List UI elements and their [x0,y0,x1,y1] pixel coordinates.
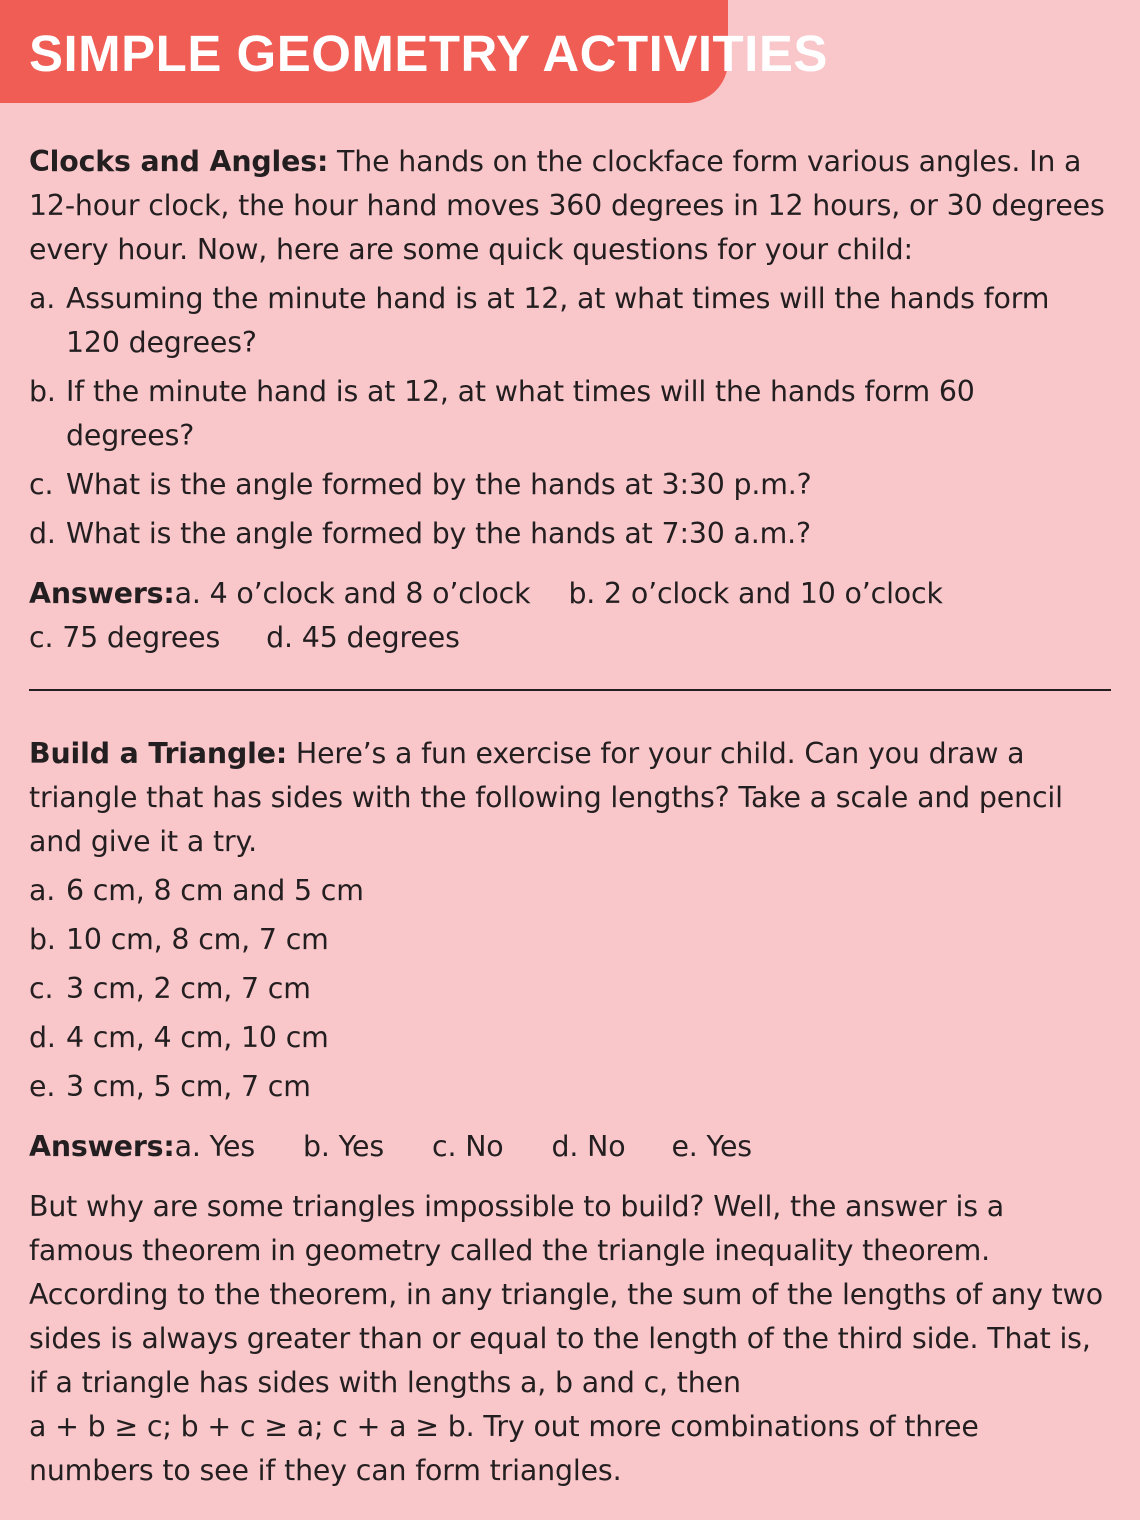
triangle-list [29,869,1111,1109]
clocks-answers [29,572,1111,660]
clocks-question-list [29,277,1111,556]
answer-item: b. 2 o’clock and 10 o’clock [568,577,943,610]
triangle-sides: 3 cm, 5 cm, 7 cm [66,1070,311,1103]
list-marker: e. [29,1070,56,1103]
answers-label: Answers: [29,577,175,610]
answer-item: a. Yes [174,1130,256,1163]
triangle-sides: 3 cm, 2 cm, 7 cm [66,972,311,1005]
list-marker: d. [29,517,56,550]
closing-text: But why are some triangles impossible to build? Well, the answer is a famous theorem in geometry called the triangle inequality theorem. According to the theorem, in any triangle, the sum of the lengths of any two sides is always greater than or equal to the length of the third side. That is, if a triangle has sides with lengths a, b and c, then [29,1190,1103,1399]
list-item [29,370,1111,458]
answer-item: b. Yes [303,1130,385,1163]
section-divider [29,689,1111,691]
triangle-intro [29,732,1111,864]
list-item [29,967,1111,1011]
question-text: What is the angle formed by the hands at 7:30 a.m.? [66,517,811,550]
list-item [29,463,1111,507]
list-item [29,277,1111,365]
triangle-sides: 4 cm, 4 cm, 10 cm [66,1021,329,1054]
list-item [29,1065,1111,1109]
clocks-intro [29,140,1111,272]
triangle-answers [29,1125,1111,1169]
list-item [29,918,1111,962]
list-marker: b. [29,923,56,956]
title-banner [0,0,828,103]
list-marker: d. [29,1021,56,1054]
list-item [29,1016,1111,1060]
answer-item: a. 4 o’clock and 8 o’clock [174,577,531,610]
answer-item: d. 45 degrees [266,621,460,654]
closing-paragraph [29,1185,1111,1493]
list-marker: c. [29,468,54,501]
question-text: Assuming the minute hand is at 12, at what times will the hands form 120 degrees? [66,282,1050,359]
answer-item: d. No [551,1130,626,1163]
triangle-intro-text: Here’s a fun exercise for your child. Can you draw a triangle that has sides with the following lengths? Take a scale and pencil and give it a try. [29,737,1063,858]
question-text: What is the angle formed by the hands at 3:30 p.m.? [66,468,812,501]
list-marker: a. [29,874,56,907]
triangle-section [29,732,1111,1493]
triangle-heading: Build a Triangle: [29,737,288,770]
question-text: If the minute hand is at 12, at what times will the hands form 60 degrees? [66,375,975,452]
triangle-sides: 6 cm, 8 cm and 5 cm [66,874,364,907]
clocks-intro-text: The hands on the clockface form various angles. In a 12-hour clock, the hour hand moves 360 degrees in 12 hours, or 30 degrees every hour. Now, here are some quick questions for your child: [29,145,1105,266]
answer-item: e. Yes [671,1130,752,1163]
triangle-sides: 10 cm, 8 cm, 7 cm [66,923,329,956]
answer-item: c. No [432,1130,504,1163]
list-marker: a. [29,282,56,315]
list-marker: b. [29,375,56,408]
list-marker: c. [29,972,54,1005]
list-item [29,869,1111,913]
clocks-heading: Clocks and Angles: [29,145,329,178]
clocks-section [29,140,1111,660]
answer-item: c. 75 degrees [29,621,221,654]
page-title: SIMPLE GEOMETRY ACTIVITIES [29,25,828,82]
list-item [29,512,1111,556]
answers-label: Answers: [29,1130,175,1163]
inequality-text: a + b ≥ c; b + c ≥ a; c + a ≥ b. Try out more combinations of three numbers to see if they can form triangles. [29,1410,979,1487]
